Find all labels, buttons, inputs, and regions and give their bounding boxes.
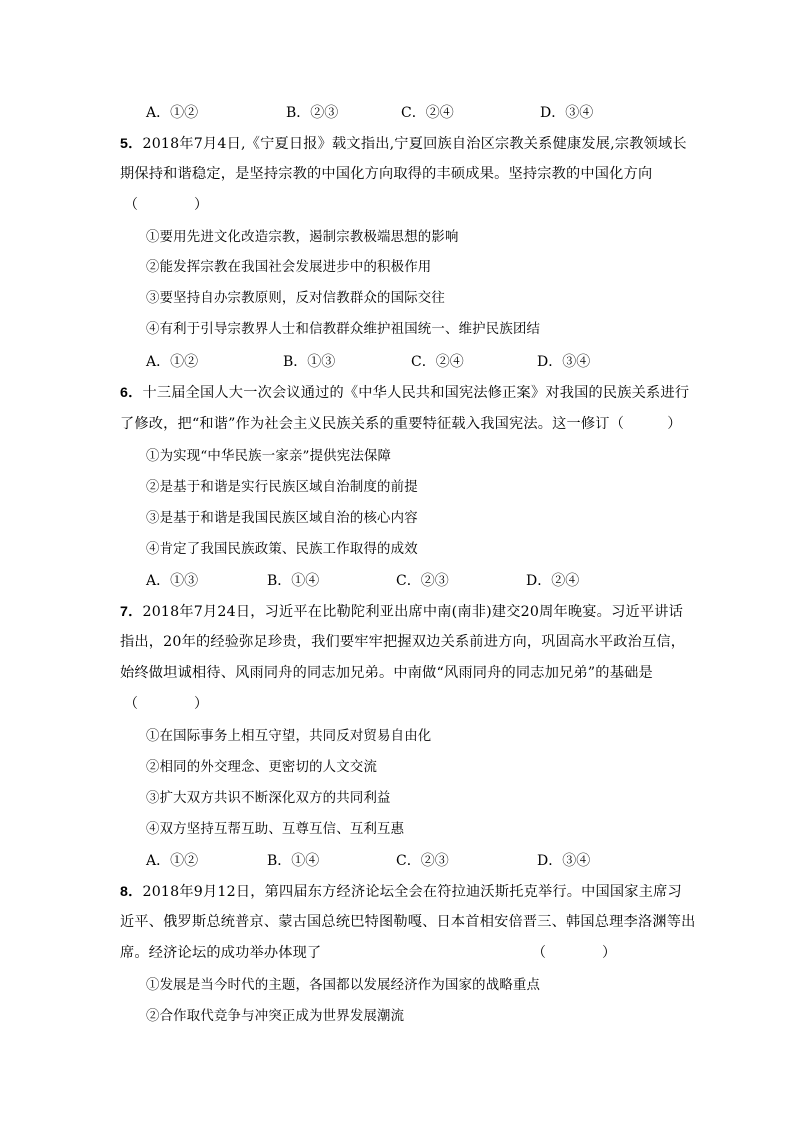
q8-stem-text-1: 2018年9月12日，第四届东方经济论坛全会在符拉迪沃斯托克举行。中国国家主席习 bbox=[142, 884, 682, 900]
q5-statement-1: ①要用先进文化改造宗教，遏制宗教极端思想的影响 bbox=[146, 230, 459, 245]
q7-statement-2: ②相同的外交理念、更密切的人文交流 bbox=[146, 760, 378, 775]
q7-statement-1: ①在国际事务上相互守望，共同反对贸易自由化 bbox=[146, 729, 432, 744]
q4-choice-a: A．①② bbox=[146, 105, 199, 121]
q5-statement-4: ④有利于引导宗教界人士和信教群众维护祖国统一、维护民族团结 bbox=[146, 322, 541, 337]
q7-stem-line-2: 指出，20年的经验弥足珍贵，我们要牢牢把握双边关系前进方向，巩固高水平政治互信， bbox=[120, 634, 686, 650]
q6-choice-b: B．①④ bbox=[267, 573, 320, 589]
q5-statement-3: ③要坚持自办宗教原则，反对信教群众的国际交往 bbox=[146, 291, 445, 306]
q6-statement-3: ③是基于和谐是我国民族区域自治的核心内容 bbox=[146, 511, 418, 526]
q8-stem-line-2: 近平、俄罗斯总统普京、蒙古国总统巴特图勒嘎、日本首相安倍晋三、韩国总理李洛渊等出 bbox=[120, 914, 696, 930]
q5-stem-text-1: 2018年7月4日,《宁夏日报》载文指出,宁夏回族自治区宗教关系健康发展,宗教领域长 bbox=[142, 136, 687, 152]
q4-choice-b: B．②③ bbox=[286, 105, 339, 121]
q5-stem-line-1 bbox=[120, 135, 687, 153]
q8-statement-1: ①发展是当今时代的主题，各国都以发展经济作为国家的战略重点 bbox=[146, 978, 541, 993]
q6-statement-2: ②是基于和谐是实行民族区域自治制度的前提 bbox=[146, 480, 418, 495]
q7-choice-c: C．②③ bbox=[396, 853, 449, 869]
q5-stem-line-2: 期保持和谐稳定，是坚持宗教的中国化方向取得的丰硕成果。坚持宗教的中国化方向 bbox=[120, 166, 653, 182]
q6-statement-1: ①为实现“中华民族一家亲”提供宪法保障 bbox=[146, 449, 392, 464]
q7-choice-a: A．①② bbox=[146, 853, 199, 869]
q7-choice-b: B．①④ bbox=[267, 853, 320, 869]
q7-stem-line-1 bbox=[120, 603, 683, 621]
q5-choice-d: D．③④ bbox=[537, 354, 591, 370]
q8-stem-line-3: 席。经济论坛的成功举办体现了 bbox=[120, 945, 322, 961]
q6-statement-4: ④肯定了我国民族政策、民族工作取得的成效 bbox=[146, 542, 418, 557]
q5-choice-b: B．①③ bbox=[283, 354, 336, 370]
q7-statement-4: ④双方坚持互帮互助、互尊互信、互利互惠 bbox=[146, 822, 405, 837]
q5-choice-a: A．①② bbox=[146, 354, 199, 370]
q7-stem-text-1: 2018年7月24日，习近平在比勒陀利亚出席中南(南非)建交20周年晚宴。习近平讲话 bbox=[142, 604, 684, 620]
q8-answer-blank: （ ） bbox=[532, 945, 616, 961]
q5-number: 5． bbox=[120, 136, 143, 152]
q6-choice-d: D．②④ bbox=[526, 573, 580, 589]
q7-statement-3: ③扩大双方共识不断深化双方的共同利益 bbox=[146, 791, 391, 806]
q7-number: 7． bbox=[120, 604, 143, 620]
q5-statement-2: ②能发挥宗教在我国社会发展进步中的积极作用 bbox=[146, 260, 432, 275]
q4-choice-d: D．③④ bbox=[540, 105, 594, 121]
q6-choice-a: A．①③ bbox=[146, 573, 199, 589]
q6-choice-c: C．②③ bbox=[396, 573, 449, 589]
q7-answer-blank: （ ） bbox=[124, 696, 208, 712]
q6-stem-text-1: 十三届全国人大一次会议通过的《中华人民共和国宪法修正案》对我国的民族关系进行 bbox=[142, 385, 690, 401]
q6-number: 6． bbox=[120, 385, 143, 401]
q6-stem-line-1 bbox=[120, 384, 689, 402]
q6-stem-line-2: 了修改，把“和谐”作为社会主义民族关系的重要特征载入我国宪法。这一修订（ ） bbox=[120, 416, 682, 432]
q5-answer-blank: （ ） bbox=[124, 197, 208, 213]
q8-number: 8． bbox=[120, 884, 143, 900]
q4-choice-c: C．②④ bbox=[401, 105, 454, 121]
q7-stem-line-3: 始终做坦诚相待、风雨同舟的同志加兄弟。中南做“风雨同舟的同志加兄弟”的基础是 bbox=[120, 665, 653, 681]
q8-statement-2: ②合作取代竞争与冲突正成为世界发展潮流 bbox=[146, 1009, 405, 1024]
q7-choice-d: D．③④ bbox=[537, 853, 591, 869]
q5-choice-c: C．②④ bbox=[411, 354, 464, 370]
q8-stem-line-1 bbox=[120, 883, 682, 901]
